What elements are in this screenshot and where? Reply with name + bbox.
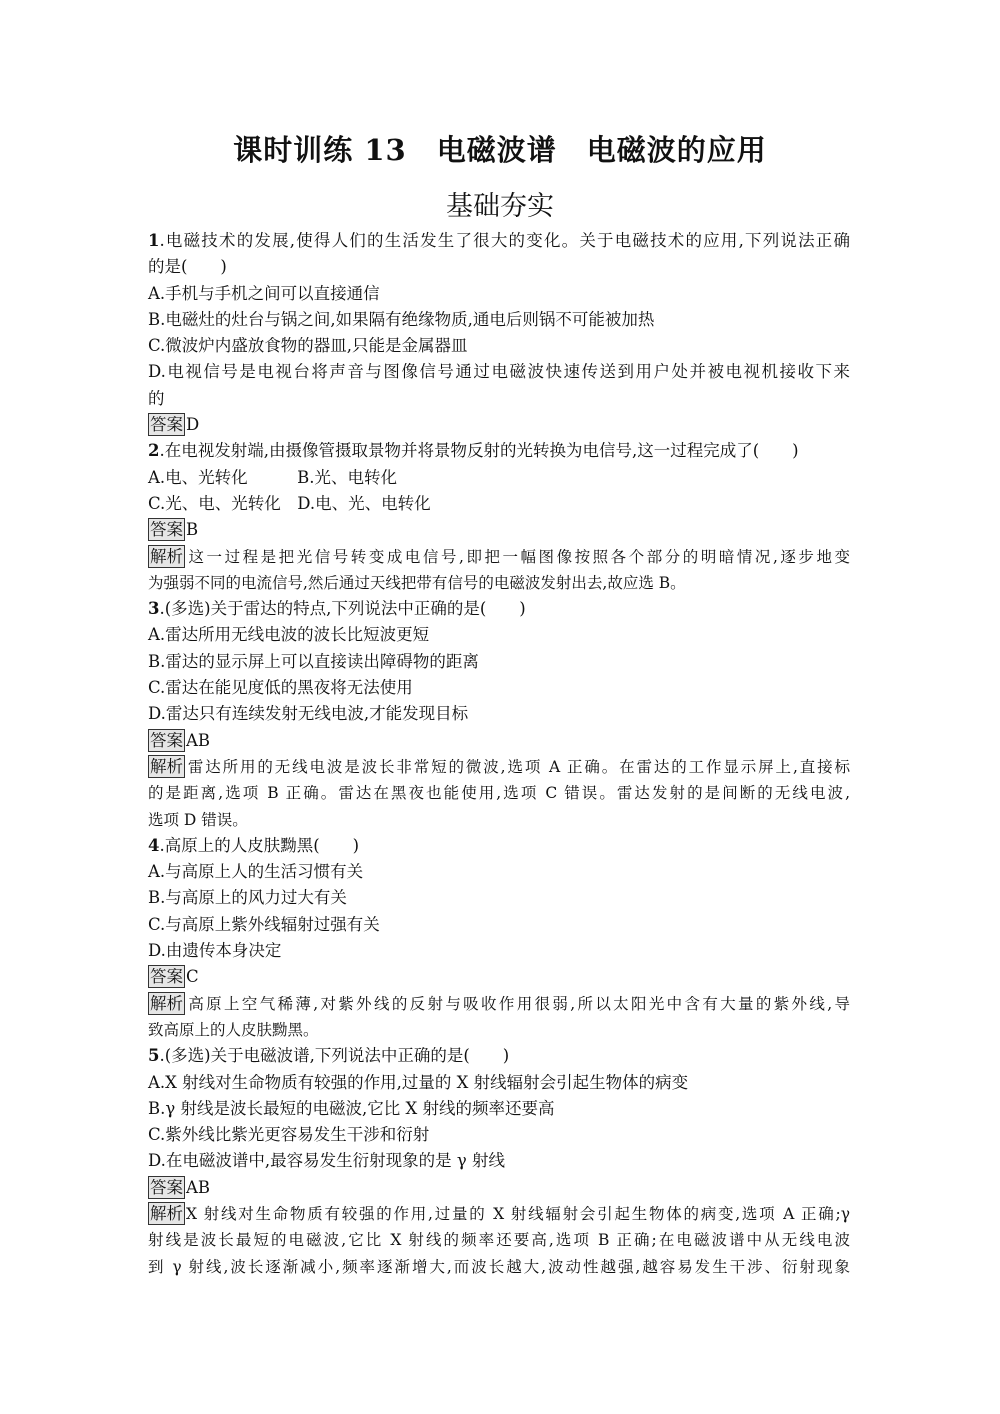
line-text: .(多选)关于电磁波谱,下列说法中正确的是( ) (159, 1046, 510, 1066)
line-text: C.光、电、光转化 D.电、光、电转化 (148, 493, 431, 513)
line-text: C.与高原上紫外线辐射过强有关 (148, 914, 380, 934)
answer-label: 答案 (150, 730, 183, 750)
line-text: 到 γ 射线,波长逐渐减小,频率逐渐增大,而波长越大,波动性越强,越容易发生干涉、衍射现象 (148, 1257, 850, 1276)
text-line (148, 1070, 850, 1096)
line-text: 的 (148, 388, 165, 408)
line-text: X 射线对生命物质有较强的作用,过量的 X 射线辐射会引起生物体的病变,选项 A 正确;γ (186, 1204, 850, 1223)
line-text: D (186, 415, 200, 435)
line-text: C.紫外线比紫光更容易发生干涉和衍射 (148, 1125, 430, 1145)
answer-line (148, 1175, 850, 1201)
text-line (148, 1122, 850, 1148)
line-text: 选项 D 错误。 (148, 810, 248, 829)
text-line (148, 254, 850, 280)
text-line (148, 491, 850, 517)
line-text: B.与高原上的风力过大有关 (148, 888, 347, 908)
line-text: .(多选)关于雷达的特点,下列说法中正确的是( ) (159, 599, 526, 619)
line-text: AB (186, 730, 211, 750)
line-text: D.雷达只有连续发射无线电波,才能发现目标 (148, 704, 469, 724)
page-title: 课时训练 13 电磁波谱 电磁波的应用 (233, 133, 767, 167)
text-line (148, 859, 850, 885)
answer-label: 答案 (150, 520, 183, 540)
line-text: B.电磁灶的灶台与锅之间,如果隔有绝缘物质,通电后则锅不可能被加热 (148, 309, 655, 329)
line-text: 的是距离,选项 B 正确。雷达在黑夜也能使用,选项 C 错误。雷达发射的是间断的无线电波, (148, 784, 850, 803)
text-line (148, 465, 850, 491)
line-text: C.微波炉内盛放食物的器皿,只能是金属器皿 (148, 336, 468, 356)
line-text: D.由遗传本身决定 (148, 941, 282, 961)
line-text: 为强弱不同的电流信号,然后通过天线把带有信号的电磁波发射出去,故应选 B。 (148, 573, 686, 592)
question-number: 2 (148, 441, 160, 461)
line-text: .高原上的人皮肤黝黑( ) (159, 835, 360, 855)
question-number: 1 (148, 231, 160, 250)
line-text: 射线是波长最短的电磁波,它比 X 射线的频率还要高,选项 B 正确;在电磁波谱中从无线电波 (148, 1231, 850, 1250)
analysis-label: 解析 (150, 546, 183, 566)
text-line (148, 622, 850, 648)
text-line (148, 1148, 850, 1174)
analysis-line (148, 544, 850, 570)
answer-label: 答案 (150, 415, 183, 435)
text-line (148, 1017, 850, 1043)
line-text: B (186, 520, 199, 540)
text-line (148, 701, 850, 727)
text-line (148, 1096, 850, 1122)
line-text: C.雷达在能见度低的黑夜将无法使用 (148, 678, 413, 698)
line-text: 的是( ) (148, 257, 227, 277)
line-text: B.γ 射线是波长最短的电磁波,它比 X 射线的频率还要高 (148, 1098, 555, 1118)
line-text: A.手机与手机之间可以直接通信 (148, 283, 380, 303)
text-line (148, 307, 850, 333)
line-text: 这一过程是把光信号转变成电信号,即把一幅图像按照各个部分的明暗情况,逐步地变 (186, 547, 850, 566)
text-line (148, 912, 850, 938)
line-text: AB (186, 1177, 211, 1197)
text-line (148, 359, 850, 385)
question-number: 5 (148, 1046, 160, 1066)
line-text: .在电视发射端,由摄像管摄取景物并将景物反射的光转换为电信号,这一过程完成了( ) (159, 441, 799, 461)
text-line (148, 649, 850, 675)
line-text: A.雷达所用无线电波的波长比短波更短 (148, 625, 430, 645)
text-line (148, 885, 850, 911)
question-number: 3 (148, 599, 160, 619)
question-content (148, 228, 850, 1280)
answer-line (148, 412, 850, 438)
line-text: A.电、光转化 B.光、电转化 (148, 467, 398, 487)
analysis-line (148, 991, 850, 1017)
answer-label: 答案 (150, 967, 183, 987)
text-line (148, 1227, 850, 1253)
text-line (148, 570, 850, 596)
text-line (148, 780, 850, 806)
text-line (148, 938, 850, 964)
line-text: A.X 射线对生命物质有较强的作用,过量的 X 射线辐射会引起生物体的病变 (148, 1072, 689, 1092)
question-stem (148, 596, 850, 622)
question-number: 4 (148, 835, 160, 855)
text-line (148, 675, 850, 701)
line-text: C (186, 967, 199, 987)
answer-line (148, 728, 850, 754)
analysis-label: 解析 (150, 993, 183, 1013)
text-line (148, 333, 850, 359)
analysis-label: 解析 (150, 756, 183, 776)
text-line (148, 386, 850, 412)
line-text: .电磁技术的发展,使得人们的生活发生了很大的变化。关于电磁技术的应用,下列说法正确 (159, 231, 850, 250)
section-heading: 基础夯实 (446, 191, 554, 222)
question-stem (148, 438, 850, 464)
line-text: D.电视信号是电视台将声音与图像信号通过电磁波快速传送到用户处并被电视机接收下来 (148, 362, 850, 382)
text-line (148, 1254, 850, 1280)
line-text: B.雷达的显示屏上可以直接读出障碍物的距离 (148, 651, 479, 671)
line-text: D.在电磁波谱中,最容易发生衍射现象的是 γ 射线 (148, 1151, 505, 1171)
question-stem (148, 228, 850, 254)
answer-label: 答案 (150, 1177, 183, 1197)
line-text: 致高原上的人皮肤黝黑。 (148, 1020, 319, 1039)
question-stem (148, 833, 850, 859)
analysis-label: 解析 (150, 1203, 183, 1223)
line-text: 高原上空气稀薄,对紫外线的反射与吸收作用很弱,所以太阳光中含有大量的紫外线,导 (186, 994, 850, 1013)
question-stem (148, 1043, 850, 1069)
analysis-line (148, 1201, 850, 1227)
text-line (148, 807, 850, 833)
answer-line (148, 964, 850, 990)
text-line (148, 281, 850, 307)
analysis-line (148, 754, 850, 780)
line-text: A.与高原上人的生活习惯有关 (148, 862, 364, 882)
answer-line (148, 517, 850, 543)
line-text: 雷达所用的无线电波是波长非常短的微波,选项 A 正确。在雷达的工作显示屏上,直接标 (186, 757, 850, 776)
